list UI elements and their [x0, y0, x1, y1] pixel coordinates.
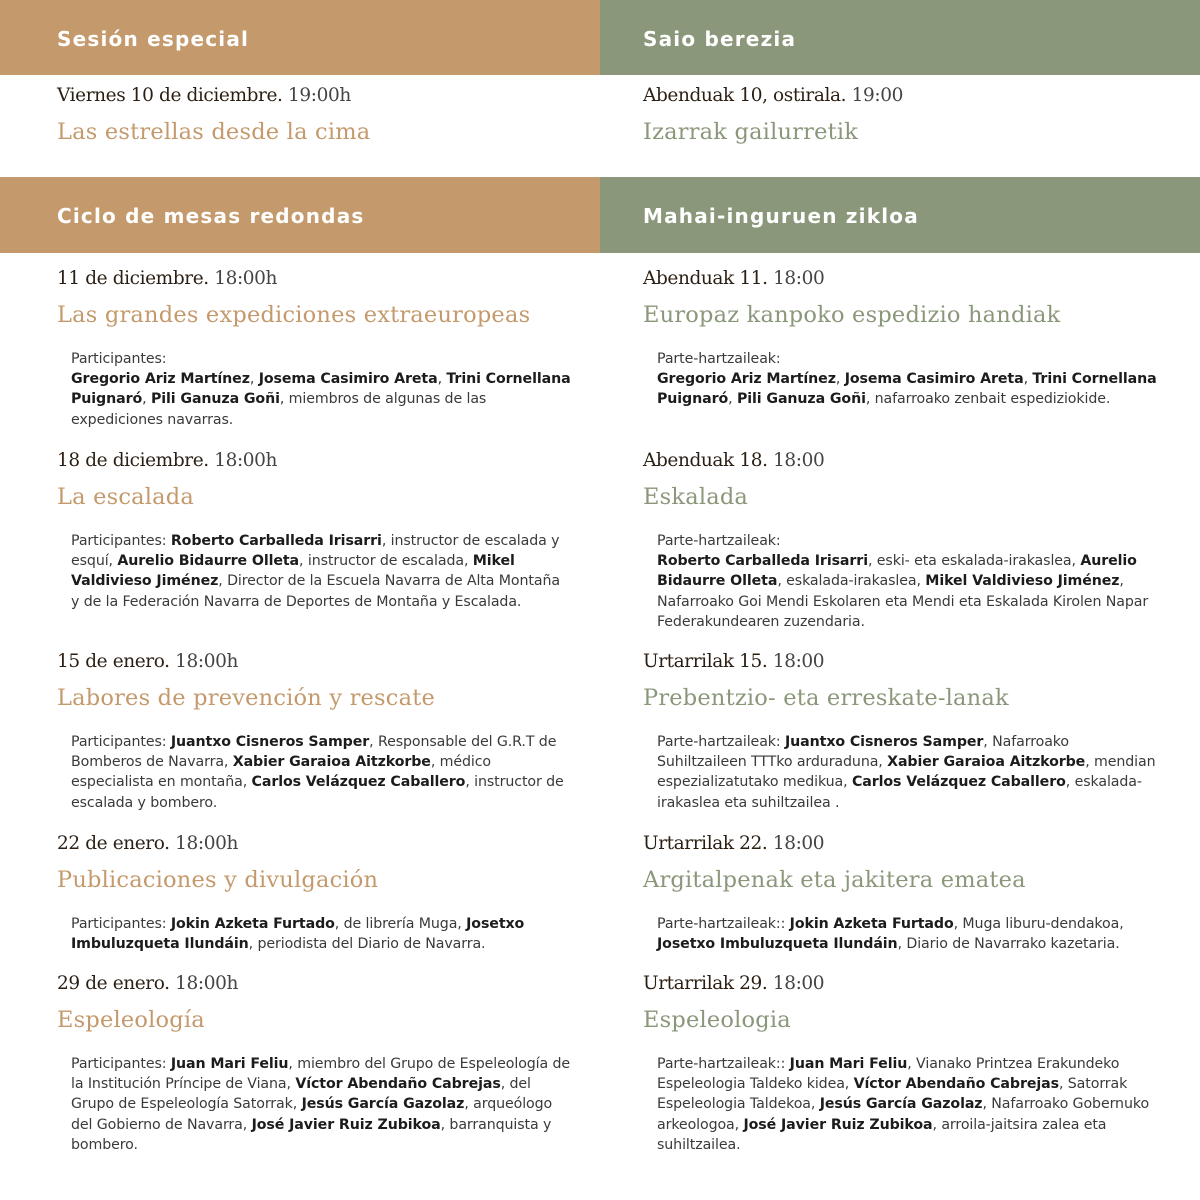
participant-name: Mikel Valdivieso Jiménez	[71, 553, 515, 590]
session-participants	[71, 531, 571, 612]
participant-text: ,	[249, 371, 259, 388]
participant-text: , Responsable del G.R.T de Bomberos de Navarra,	[71, 734, 557, 771]
participant-name: Víctor Abendaño Cabrejas	[295, 1076, 501, 1093]
session-date-text: 15 de enero.	[57, 651, 170, 672]
session-date-text: Abenduak 18.	[643, 450, 768, 471]
participant-name: Juan Mari Feliu	[170, 1056, 289, 1072]
participant-text: , barranquista y bombero.	[71, 1116, 552, 1153]
participant-name: Víctor Abendaño Cabrejas	[853, 1076, 1059, 1093]
participant-text: , Nafarroako Suhiltzaileen TTTko arduraduna,	[657, 734, 1069, 771]
session-date-text: 29 de enero.	[57, 973, 170, 994]
participant-name: Gregorio Ariz Martínez	[657, 371, 836, 388]
session-date	[643, 833, 824, 854]
special-title-es: Las estrellas desde la cima	[57, 119, 371, 145]
session-date	[57, 973, 238, 994]
participant-name: Juantxo Cisneros Samper	[785, 734, 984, 750]
session-participants	[71, 349, 571, 430]
participant-text: , arroila-jaitsira zalea eta suhiltzailea.	[657, 1116, 1107, 1153]
participant-text: , Director de la Escuela Navarra de Alta Montaña y de la Federación Navarra de Deportes de Montaña y Escalada.	[71, 573, 560, 610]
participant-text: , instructor de escalada y bombero.	[71, 774, 564, 811]
session-title: Labores de prevención y rescate	[57, 685, 435, 711]
session-date	[643, 973, 824, 994]
session-date	[57, 268, 277, 289]
participant-name: Aurelio Bidaurre Olleta	[117, 553, 300, 570]
participant-text: , instructor de escalada,	[299, 553, 473, 570]
participant-name: Pili Ganuza Goñi	[736, 391, 866, 408]
session-title: Publicaciones y divulgación	[57, 867, 379, 893]
participant-text: , médico especialista en montaña,	[71, 754, 492, 791]
special-session-header-eu: Saio berezia	[600, 0, 1200, 75]
participant-text: , nafarroako zenbait espediziokide.	[865, 391, 1111, 408]
participant-text: , mendian espezializatutako medikua,	[657, 754, 1156, 791]
participant-name: Roberto Carballeda Irisarri	[657, 553, 868, 570]
participant-name: Pili Ganuza Goñi	[150, 391, 280, 408]
session-date-text: 11 de diciembre.	[57, 268, 209, 289]
session-participants	[657, 1054, 1157, 1155]
participant-text: Parte-hartzaileak::	[657, 1056, 790, 1072]
session-title: Prebentzio- eta erreskate-lanak	[643, 685, 1009, 711]
participant-name: Xabier Garaioa Aitzkorbe	[887, 754, 1086, 771]
participant-name: Josetxo Imbuluzqueta Ilundáin	[71, 916, 525, 953]
participant-text: , del Grupo de Espeleología Satorrak,	[71, 1076, 531, 1113]
special-time-es: 19:00h	[288, 85, 351, 106]
participant-name: Mikel Valdivieso Jiménez	[925, 573, 1120, 590]
participant-name: Jokin Azketa Furtado	[170, 916, 335, 932]
participant-text: , periodista del Diario de Navarra.	[248, 936, 486, 953]
session-date-text: Abenduak 11.	[643, 268, 768, 289]
session-date	[643, 268, 824, 289]
session-date-text: 22 de enero.	[57, 833, 170, 854]
participant-text: , eskalada-irakaslea,	[777, 573, 926, 590]
participant-text: , Nafarroako Gobernuko arkeologoa,	[657, 1096, 1150, 1133]
participant-name: Jokin Azketa Furtado	[789, 916, 954, 932]
participant-text: , instructor de escalada y esquí,	[71, 533, 560, 570]
session-participants	[657, 531, 1157, 632]
participant-text: Participantes:	[71, 533, 171, 549]
participant-text: Participantes:	[71, 734, 171, 750]
session-time: 18:00	[772, 651, 825, 672]
participant-text: , miembros de algunas de las expediciones navarras.	[71, 391, 487, 428]
session-time: 18:00h	[175, 973, 238, 994]
session-title: Europaz kanpoko espedizio handiak	[643, 302, 1061, 328]
participant-text: ,	[728, 391, 737, 408]
participant-name: José Javier Ruiz Zubikoa	[743, 1116, 933, 1133]
participant-name: Trini Cornellana Puignaró	[71, 371, 571, 408]
session-date	[57, 833, 238, 854]
session-time: 18:00	[773, 450, 825, 471]
participant-text: , eski- eta eskalada-irakaslea,	[867, 553, 1081, 570]
session-time: 18:00	[772, 833, 825, 854]
participant-name: Juan Mari Feliu	[789, 1056, 908, 1072]
session-time: 18:00	[773, 268, 825, 289]
session-date-text: Urtarrilak 22.	[643, 833, 768, 854]
session-title: Argitalpenak eta jakitera ematea	[643, 867, 1026, 893]
participant-text: , arqueólogo del Gobierno de Navarra,	[71, 1096, 553, 1133]
session-time: 18:00h	[214, 450, 278, 471]
session-participants	[657, 914, 1157, 954]
participant-text: Parte-hartzaileak:	[657, 734, 785, 750]
session-date-text: Urtarrilak 29.	[643, 973, 768, 994]
session-participants	[71, 914, 571, 954]
session-participants	[71, 1054, 571, 1155]
session-date	[643, 651, 824, 672]
participant-text: , eskalada-irakaslea eta suhiltzailea .	[657, 774, 1142, 811]
participant-text: ,	[835, 371, 845, 388]
session-time: 18:00h	[175, 651, 238, 672]
participant-name: Carlos Velázquez Caballero	[851, 774, 1066, 791]
participant-name: Trini Cornellana Puignaró	[657, 371, 1157, 408]
participant-text: , Muga liburu-dendakoa,	[953, 916, 1124, 932]
participant-name: Xabier Garaioa Aitzkorbe	[232, 754, 431, 771]
participant-text: Parte-hartzaileak:	[657, 533, 781, 549]
participant-text: , Satorrak Espeleologia Taldekoa,	[657, 1076, 1128, 1113]
participant-text: Participantes:	[71, 1056, 171, 1072]
participant-text: ,	[437, 371, 447, 388]
participant-name: Roberto Carballeda Irisarri	[170, 533, 382, 549]
participant-text: , de librería Muga,	[334, 916, 467, 932]
participant-text: , Diario de Navarrako kazetaria.	[897, 936, 1120, 953]
session-date	[57, 651, 238, 672]
session-title: Las grandes expediciones extraeuropeas	[57, 302, 531, 328]
session-time: 18:00	[772, 973, 825, 994]
special-session-header-es: Sesión especial	[0, 0, 600, 75]
cycle-header-eu: Mahai-inguruen zikloa	[600, 177, 1200, 253]
participant-name: Josetxo Imbuluzqueta Ilundáin	[657, 936, 898, 953]
participant-name: Gregorio Ariz Martínez	[71, 371, 250, 388]
participant-text: Parte-hartzaileak:	[657, 351, 781, 367]
participant-text: Participantes:	[71, 916, 171, 932]
session-date	[643, 450, 824, 471]
participant-name: Josema Casimiro Areta	[844, 371, 1024, 388]
participant-name: Juantxo Cisneros Samper	[170, 734, 370, 750]
session-title: La escalada	[57, 484, 195, 510]
participant-text: Parte-hartzaileak::	[657, 916, 790, 932]
session-time: 18:00h	[175, 833, 238, 854]
session-participants	[657, 732, 1157, 813]
session-time: 18:00h	[214, 268, 278, 289]
participant-name: Jesús García Gazolaz	[301, 1096, 465, 1113]
special-date-es	[57, 85, 351, 106]
participant-name: Aurelio Bidaurre Olleta	[657, 553, 1137, 590]
participant-name: Carlos Velázquez Caballero	[251, 774, 466, 791]
participant-text: , Nafarroako Goi Mendi Eskolaren eta Mendi eta Eskalada Kirolen Napar Federakundearen zuzendaria.	[657, 573, 1149, 630]
session-date-text: Urtarrilak 15.	[643, 651, 768, 672]
special-date-text-es: Viernes 10 de diciembre.	[57, 85, 283, 106]
special-date-text-eu: Abenduak 10, ostirala.	[643, 85, 847, 106]
session-participants	[657, 349, 1157, 410]
participant-text: , miembro del Grupo de Espeleología de la Institución Príncipe de Viana,	[71, 1056, 571, 1093]
participant-text: , Vianako Printzea Erakundeko Espeleologia Taldeko kidea,	[657, 1056, 1120, 1093]
session-date	[57, 450, 277, 471]
participant-name: Jesús García Gazolaz	[819, 1096, 983, 1113]
session-title: Espeleología	[57, 1007, 205, 1033]
participant-name: José Javier Ruiz Zubikoa	[251, 1116, 441, 1133]
session-title: Eskalada	[643, 484, 749, 510]
participant-text: ,	[1023, 371, 1033, 388]
session-title: Espeleologia	[643, 1007, 791, 1033]
participant-text: Participantes:	[71, 351, 167, 367]
special-date-eu	[643, 85, 903, 106]
special-time-eu: 19:00	[851, 85, 903, 106]
participant-text: ,	[142, 391, 151, 408]
cycle-header-es: Ciclo de mesas redondas	[0, 177, 600, 253]
special-title-eu: Izarrak gailurretik	[643, 119, 859, 145]
participant-name: Josema Casimiro Areta	[258, 371, 438, 388]
session-date-text: 18 de diciembre.	[57, 450, 209, 471]
session-participants	[71, 732, 571, 813]
